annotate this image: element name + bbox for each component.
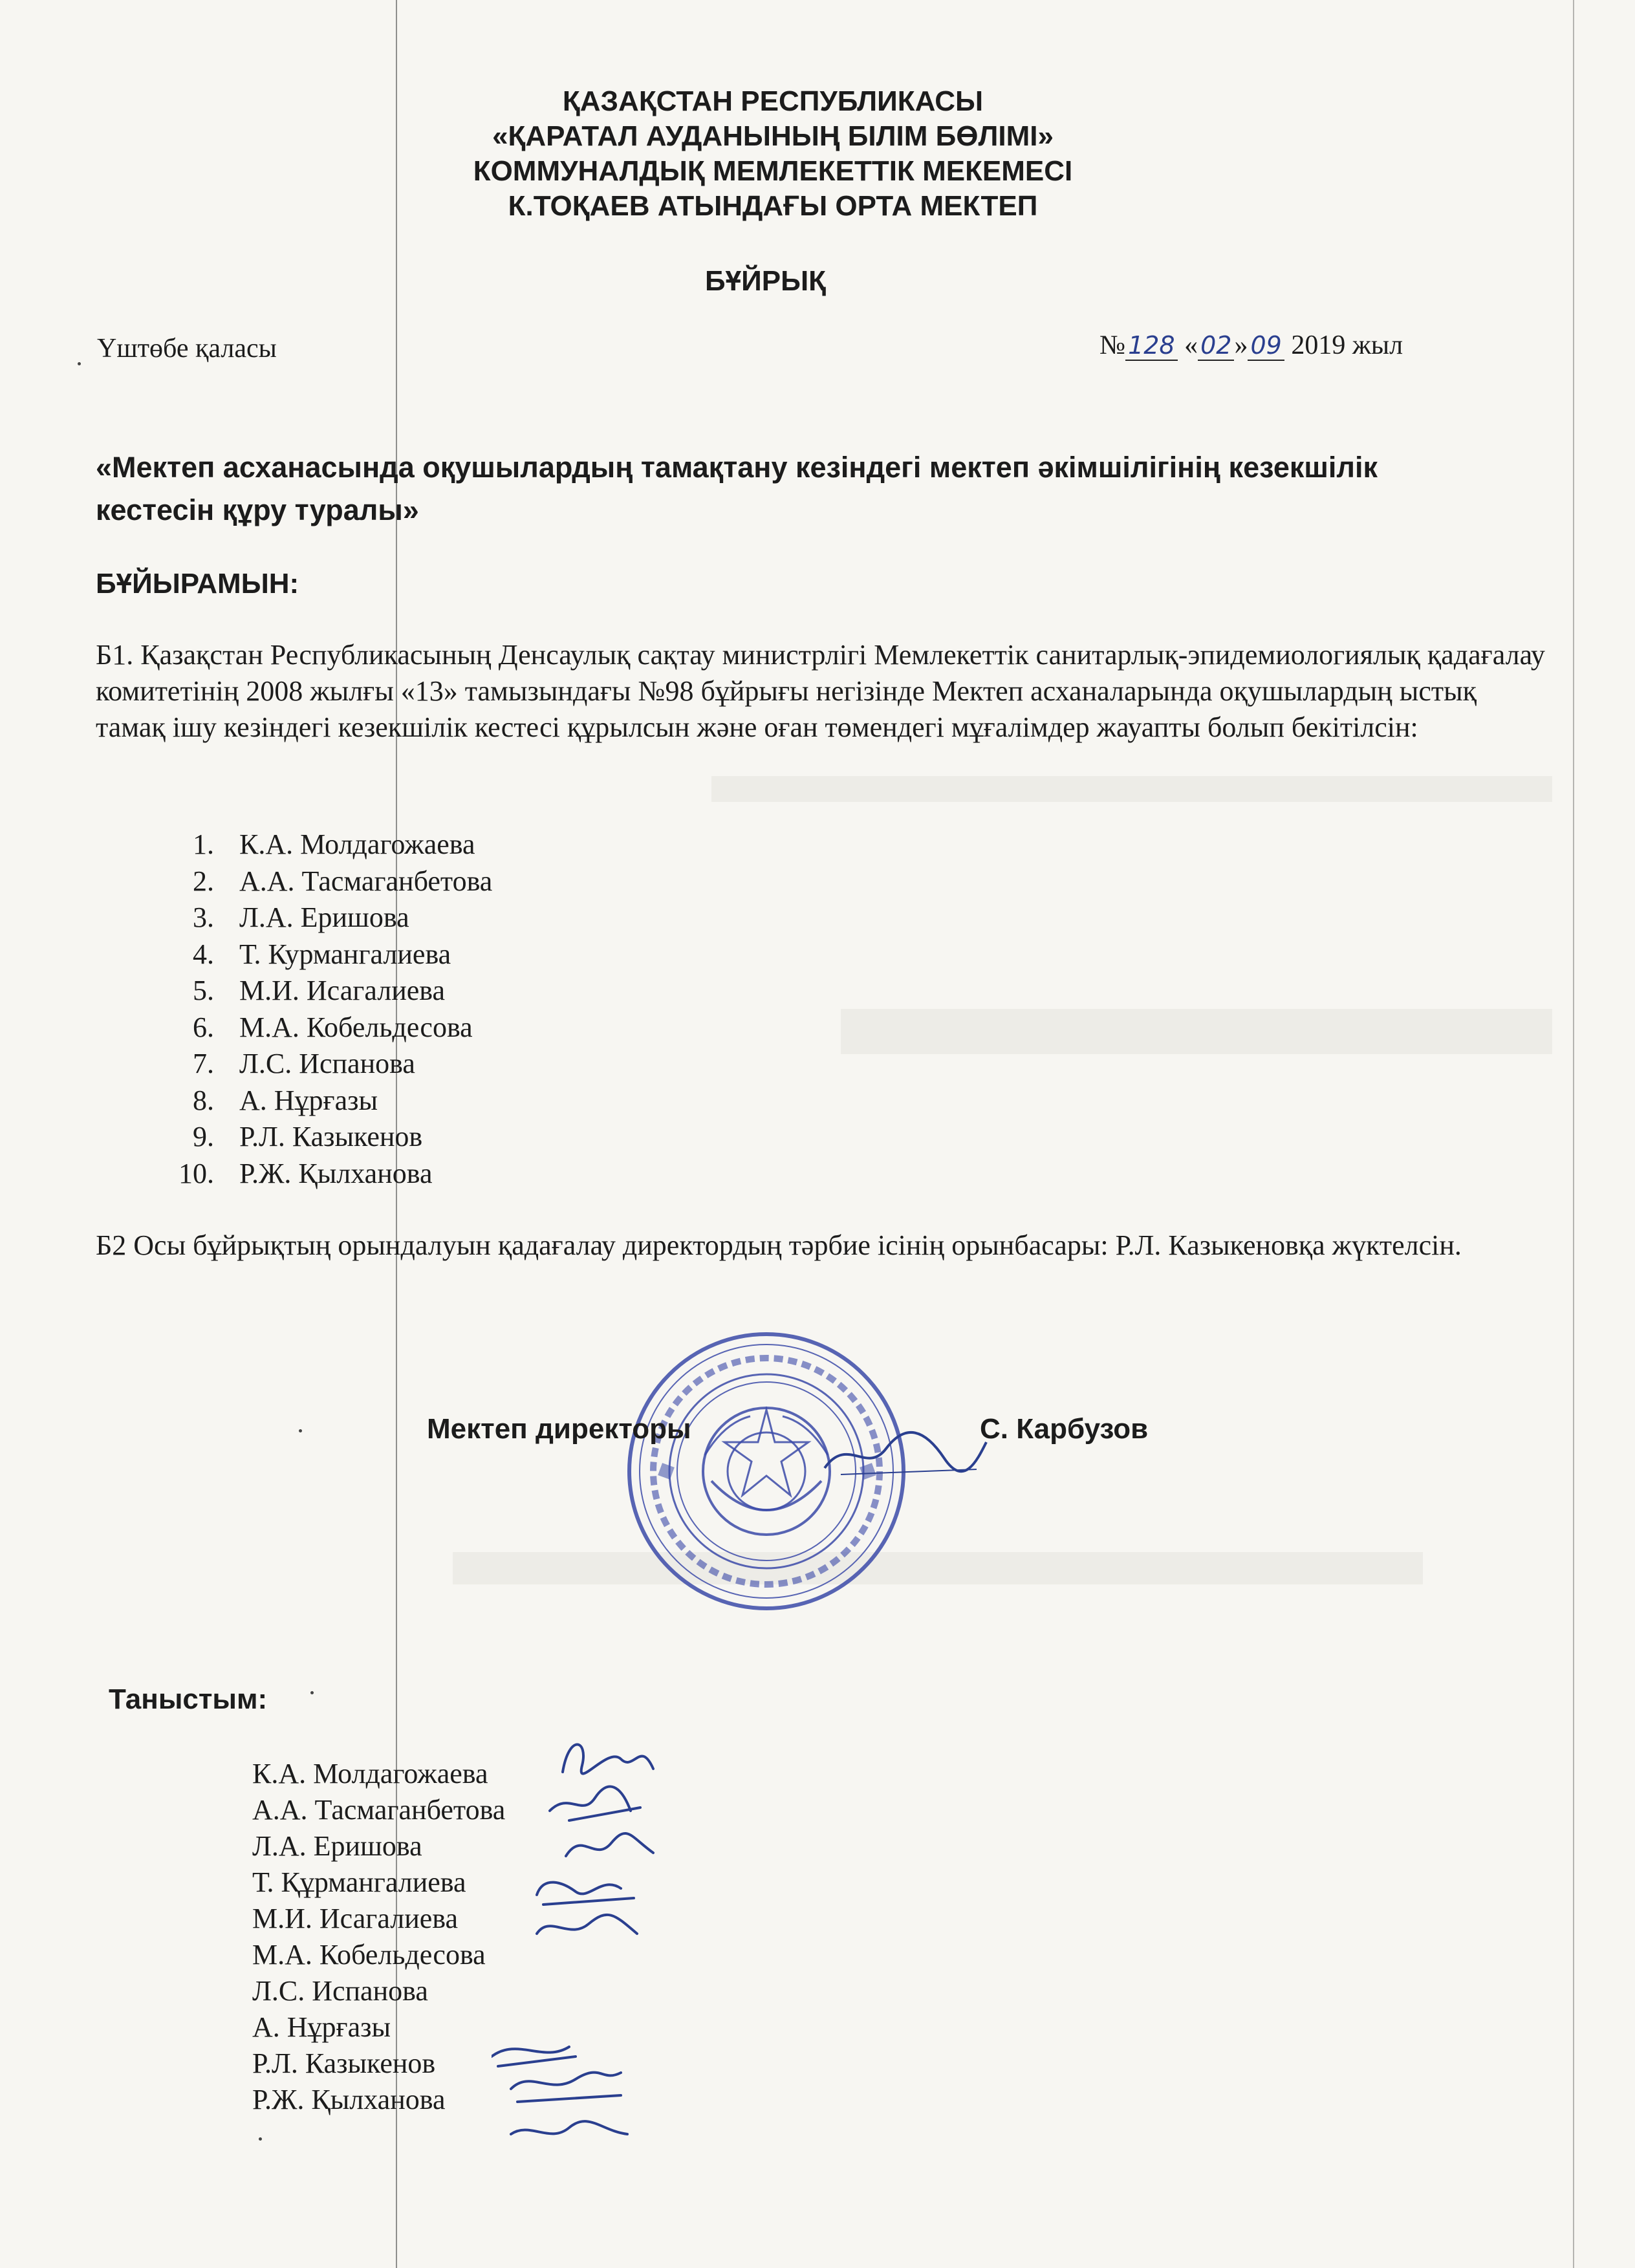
scan-line bbox=[1573, 0, 1574, 2268]
header-line: КОММУНАЛДЫҚ МЕМЛЕКЕТТІК МЕКЕМЕСІ bbox=[473, 155, 1073, 187]
acquainted-label: Таныстым: bbox=[109, 1683, 268, 1715]
list-item: Л.А. Еришова bbox=[252, 1830, 422, 1862]
director-label: Мектеп директоры bbox=[427, 1413, 691, 1445]
scan-speck bbox=[259, 2137, 262, 2141]
order-day: 02 bbox=[1198, 331, 1234, 361]
org-header bbox=[259, 84, 1287, 224]
bleed-through bbox=[711, 776, 1552, 802]
list-item: 2. А.А. Тасмаганбетова bbox=[193, 865, 493, 897]
paragraph-b1: Б1. Қазақстан Республикасының Денсаулық сақтау министрлігі Мемлекеттік санитарлық-эпидемиологиялық қадағалау комитетінің 2008 жылғы «13» тамызындағы №98 бұйрығы негізінде Мектеп асханаларында оқушылардың ыстық тамақ ішу кезіндегі кезекшілік кестесі құрылсын және оған төмендегі мұғалімдер жауапты болып бекітілсін: bbox=[96, 639, 1545, 743]
list-item: 9. Р.Л. Казыкенов bbox=[193, 1121, 423, 1152]
director-name: С. Карбузов bbox=[980, 1413, 1149, 1445]
document-title: БҰЙРЫҚ bbox=[705, 265, 826, 297]
list-item: 6. М.А. Кобельдесова bbox=[193, 1011, 473, 1043]
handwritten-signatures-icon bbox=[492, 1720, 686, 2186]
list-item: 1. К.А. Молдагожаева bbox=[193, 828, 475, 860]
order-subject: «Мектеп асханасында оқушылардың тамақтану кезіндегі мектеп әкімшілігінің кезекшілік кестесін құру туралы» bbox=[96, 451, 1378, 526]
order-year: 2019 жыл bbox=[1291, 330, 1403, 360]
list-item: А.А. Тасмаганбетова bbox=[252, 1794, 506, 1826]
list-item: 8. А. Нұрғазы bbox=[193, 1084, 378, 1116]
acquainted-list bbox=[252, 1756, 505, 2118]
teacher-list bbox=[179, 826, 493, 1192]
order-number: 128 bbox=[1125, 331, 1178, 361]
scan-speck bbox=[310, 1691, 314, 1694]
number-sign: № bbox=[1099, 330, 1126, 360]
director-signature-icon bbox=[821, 1423, 990, 1481]
order-number-line bbox=[1099, 330, 1403, 361]
quote-close: » bbox=[1234, 330, 1248, 360]
list-item: Л.С. Испанова bbox=[252, 1975, 428, 2007]
list-item: Р.Ж. Қылханова bbox=[252, 2084, 446, 2115]
header-line: К.ТОҚАЕВ АТЫНДАҒЫ ОРТА МЕКТЕП bbox=[508, 190, 1038, 222]
list-item: К.А. Молдагожаева bbox=[252, 1758, 488, 1789]
header-line: «ҚАРАТАЛ АУДАНЫНЫҢ БІЛІМ БӨЛІМІ» bbox=[492, 120, 1054, 152]
header-line: ҚАЗАҚСТАН РЕСПУБЛИКАСЫ bbox=[562, 85, 984, 117]
bleed-through bbox=[841, 1009, 1552, 1054]
list-item: 5. М.И. Исагалиева bbox=[193, 975, 445, 1006]
paragraph-b2: Б2 Осы бұйрықтың орындалуын қадағалау директордың тәрбие ісінің орынбасары: Р.Л. Казыкеновқа жүктелсін. bbox=[96, 1229, 1462, 1261]
list-item: Р.Л. Казыкенов bbox=[252, 2047, 436, 2079]
list-item: М.И. Исагалиева bbox=[252, 1903, 458, 1934]
list-item: 7. Л.С. Испанова bbox=[193, 1048, 415, 1079]
scan-speck bbox=[78, 362, 81, 365]
list-item: 10. Р.Ж. Қылханова bbox=[179, 1157, 433, 1189]
list-item: 4. Т. Курмангалиева bbox=[193, 938, 451, 970]
list-item: 3. Л.А. Еришова bbox=[193, 902, 409, 933]
quote-open: « bbox=[1184, 330, 1198, 360]
bleed-through bbox=[453, 1552, 1423, 1584]
order-month: 09 bbox=[1248, 331, 1284, 361]
list-item: М.А. Кобельдесова bbox=[252, 1939, 486, 1971]
list-item: А. Нұрғазы bbox=[252, 2011, 391, 2043]
list-item: Т. Құрмангалиева bbox=[252, 1866, 466, 1898]
city: Үштөбе қаласы bbox=[97, 334, 277, 363]
scan-speck bbox=[299, 1429, 302, 1432]
order-word: БҰЙЫРАМЫН: bbox=[96, 568, 299, 599]
